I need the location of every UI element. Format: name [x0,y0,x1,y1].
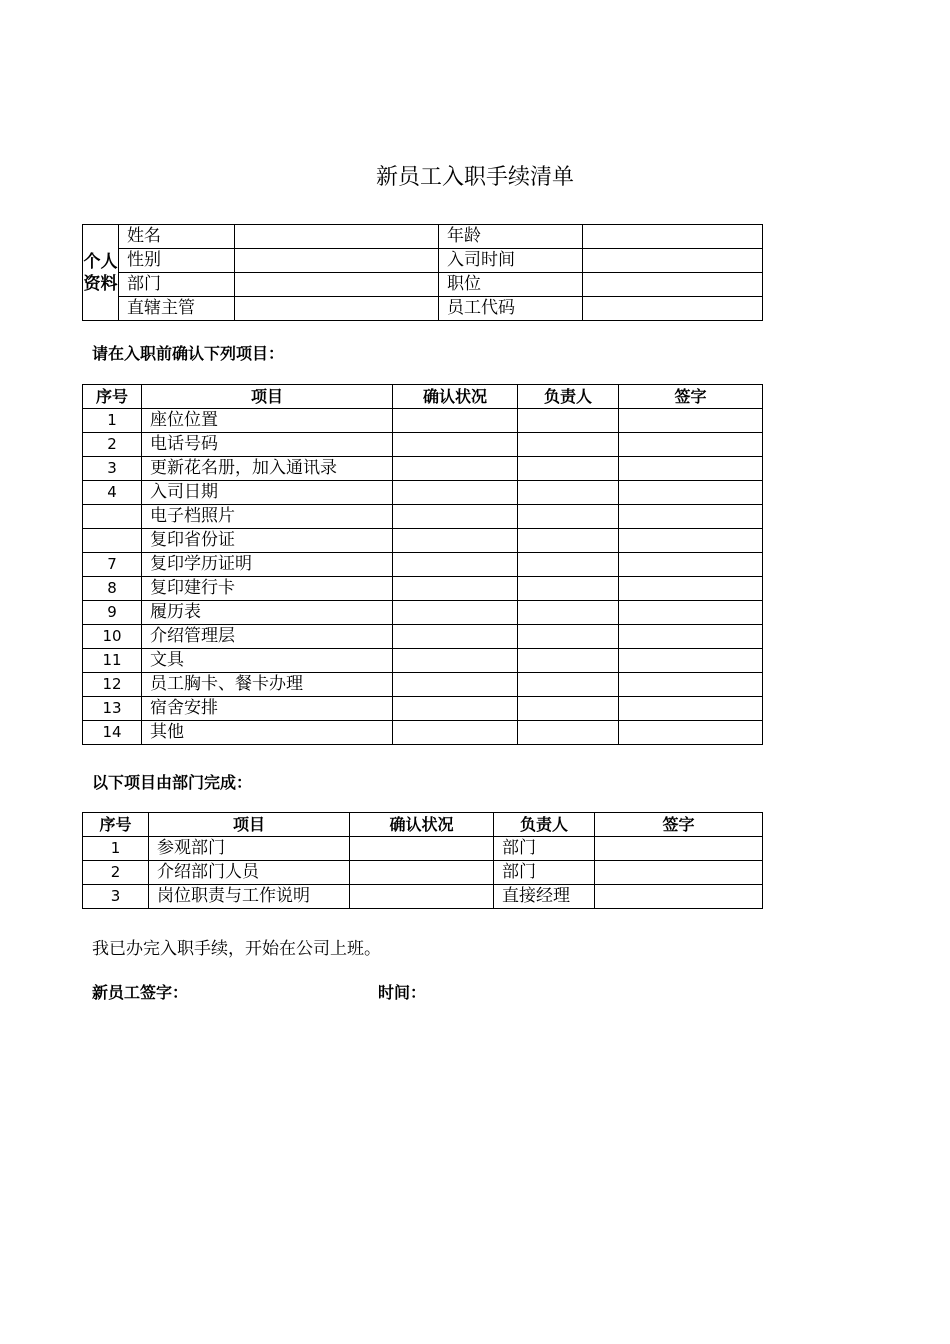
personal-row [83,297,763,321]
row-status [393,673,518,697]
row-status [393,697,518,721]
column-header: 项目 [149,813,350,837]
row-signature [595,885,763,909]
table-row [83,697,763,721]
row-owner [518,409,619,433]
row-signature [619,721,763,745]
table-row [83,529,763,553]
row-signature [619,625,763,649]
row-item: 介绍管理层 [142,625,393,649]
personal-field-label: 性别 [119,249,235,273]
row-owner [518,673,619,697]
row-number: 11 [83,649,142,673]
table-row [83,673,763,697]
table-row [83,885,763,909]
row-signature [619,553,763,577]
row-status [350,885,494,909]
personal-field-value [583,249,763,273]
personal-field-value [235,249,439,273]
row-item: 文具 [142,649,393,673]
personal-field-label: 年龄 [439,225,583,249]
personal-field-label: 职位 [439,273,583,297]
personal-field-value [235,225,439,249]
confirm-table [82,384,763,745]
row-owner [518,529,619,553]
table-row [83,861,763,885]
table-row [83,505,763,529]
row-status [393,601,518,625]
row-item: 参观部门 [149,837,350,861]
department-caption: 以下项目由部门完成： [92,773,253,792]
row-signature [619,601,763,625]
row-item: 宿舍安排 [142,697,393,721]
row-owner [518,649,619,673]
row-item: 复印省份证 [142,529,393,553]
row-owner [518,505,619,529]
row-number: 8 [83,577,142,601]
row-number: 3 [83,457,142,481]
row-signature [595,837,763,861]
row-status [393,505,518,529]
row-status [393,409,518,433]
row-item: 入司日期 [142,481,393,505]
table-row [83,837,763,861]
row-status [393,625,518,649]
table-row [83,409,763,433]
table-row [83,601,763,625]
row-item: 电话号码 [142,433,393,457]
personal-field-value [583,297,763,321]
row-item: 复印建行卡 [142,577,393,601]
row-item: 更新花名册，加入通讯录 [142,457,393,481]
personal-field-label: 姓名 [119,225,235,249]
table-row [83,433,763,457]
row-number: 1 [83,409,142,433]
row-number: 2 [83,433,142,457]
row-owner: 部门 [494,861,595,885]
column-header: 确认状况 [350,813,494,837]
row-signature [619,529,763,553]
row-owner [518,481,619,505]
row-owner [518,457,619,481]
personal-field-label: 入司时间 [439,249,583,273]
row-status [393,433,518,457]
row-number: 12 [83,673,142,697]
statement-text: 我已办完入职手续，开始在公司上班。 [92,939,381,959]
column-header: 序号 [83,813,149,837]
row-status [393,481,518,505]
personal-row [83,249,763,273]
row-owner [518,625,619,649]
column-header: 确认状况 [393,385,518,409]
column-header: 负责人 [494,813,595,837]
column-header: 项目 [142,385,393,409]
row-owner: 直接经理 [494,885,595,909]
row-status [393,553,518,577]
personal-field-label: 员工代码 [439,297,583,321]
row-status [393,721,518,745]
row-item: 履历表 [142,601,393,625]
row-owner [518,721,619,745]
row-number: 7 [83,553,142,577]
row-number: 1 [83,837,149,861]
table-row [83,649,763,673]
department-table [82,812,763,909]
row-signature [619,433,763,457]
row-number [83,505,142,529]
table-header-row [83,385,763,409]
table-row [83,481,763,505]
signature-label: 新员工签字： [92,983,189,1002]
personal-row [83,273,763,297]
personal-row [83,225,763,249]
row-item: 员工胸卡、餐卡办理 [142,673,393,697]
row-number: 2 [83,861,149,885]
row-signature [619,409,763,433]
personal-info-table [82,224,763,321]
row-owner [518,697,619,721]
row-signature [595,861,763,885]
table-row [83,457,763,481]
personal-field-value [583,273,763,297]
row-item: 介绍部门人员 [149,861,350,885]
row-number: 4 [83,481,142,505]
row-number: 3 [83,885,149,909]
row-item: 其他 [142,721,393,745]
confirm-caption: 请在入职前确认下列项目： [92,344,285,363]
row-status [393,529,518,553]
table-header-row [83,813,763,837]
column-header: 签字 [619,385,763,409]
row-owner [518,601,619,625]
personal-field-value [583,225,763,249]
row-signature [619,481,763,505]
personal-section-label: 个人资料 [83,225,119,321]
column-header: 签字 [595,813,763,837]
row-owner [518,577,619,601]
row-signature [619,577,763,601]
row-owner [518,553,619,577]
column-header: 负责人 [518,385,619,409]
table-row [83,577,763,601]
row-item: 岗位职责与工作说明 [149,885,350,909]
table-row [83,553,763,577]
table-row [83,721,763,745]
row-signature [619,673,763,697]
page-title: 新员工入职手续清单 [375,165,574,190]
row-number: 13 [83,697,142,721]
time-label: 时间： [378,983,427,1002]
row-item: 座位位置 [142,409,393,433]
row-signature [619,505,763,529]
row-number: 14 [83,721,142,745]
row-number [83,529,142,553]
personal-field-value [235,297,439,321]
row-item: 电子档照片 [142,505,393,529]
row-status [350,837,494,861]
row-status [393,457,518,481]
row-status [350,861,494,885]
row-owner [518,433,619,457]
row-number: 9 [83,601,142,625]
table-row [83,625,763,649]
personal-field-value [235,273,439,297]
row-owner: 部门 [494,837,595,861]
personal-field-label: 部门 [119,273,235,297]
row-status [393,649,518,673]
row-number: 10 [83,625,142,649]
row-status [393,577,518,601]
personal-field-label: 直辖主管 [119,297,235,321]
row-signature [619,649,763,673]
row-item: 复印学历证明 [142,553,393,577]
column-header: 序号 [83,385,142,409]
row-signature [619,457,763,481]
row-signature [619,697,763,721]
